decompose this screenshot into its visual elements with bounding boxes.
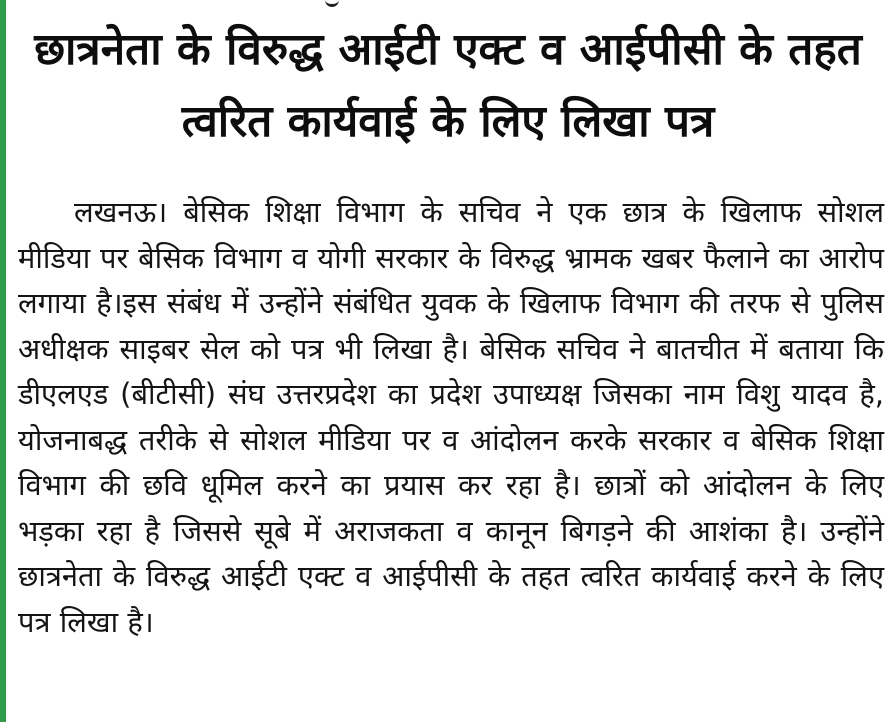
- headline: छात्रनेता के विरुद्ध आईटी एक्ट व आईपीसी के तहत त्वरित कार्यवाई के लिए लिखा पत्र: [34, 24, 862, 147]
- article-body: लखनऊ। बेसिक शिक्षा विभाग के सचिव ने एक छात्र के खिलाफ सोशल मीडिया पर बेसिक विभाग व योगी सरकार के विरुद्ध भ्रामक खबर फैलाने का आरोप लगाया है।इस संबंध में उन्होंने संबंधित युवक के खिलाफ विभाग की तरफ से पुलिस अधीक्षक साइबर सेल को पत्र भी लिखा है। बेसिक सचिव ने बातचीत में बताया कि डीएलएड (बीटीसी) संघ उत्तरप्रदेश का प्रदेश उपाध्यक्ष जिसका नाम विशु यादव है, योजनाबद्ध तरीके से सोशल मीडिया पर व आंदोलन करके सरकार व बेसिक शिक्षा विभाग की छवि धूमिल करने का प्रयास कर रहा है। छात्रों को आंदोलन के लिए भड़का रहा है जिससे सूबे में अराजकता व कानून बिगड़ने की आशंका है। उन्होंने छात्रनेता के विरुद्ध आईटी एक्ट व आईपीसी के तहत त्वरित कार्यवाई करने के लिए पत्र लिखा है।: [18, 195, 884, 639]
- cropped-text-fragment: [325, 0, 339, 7]
- left-border-rule: [0, 0, 6, 722]
